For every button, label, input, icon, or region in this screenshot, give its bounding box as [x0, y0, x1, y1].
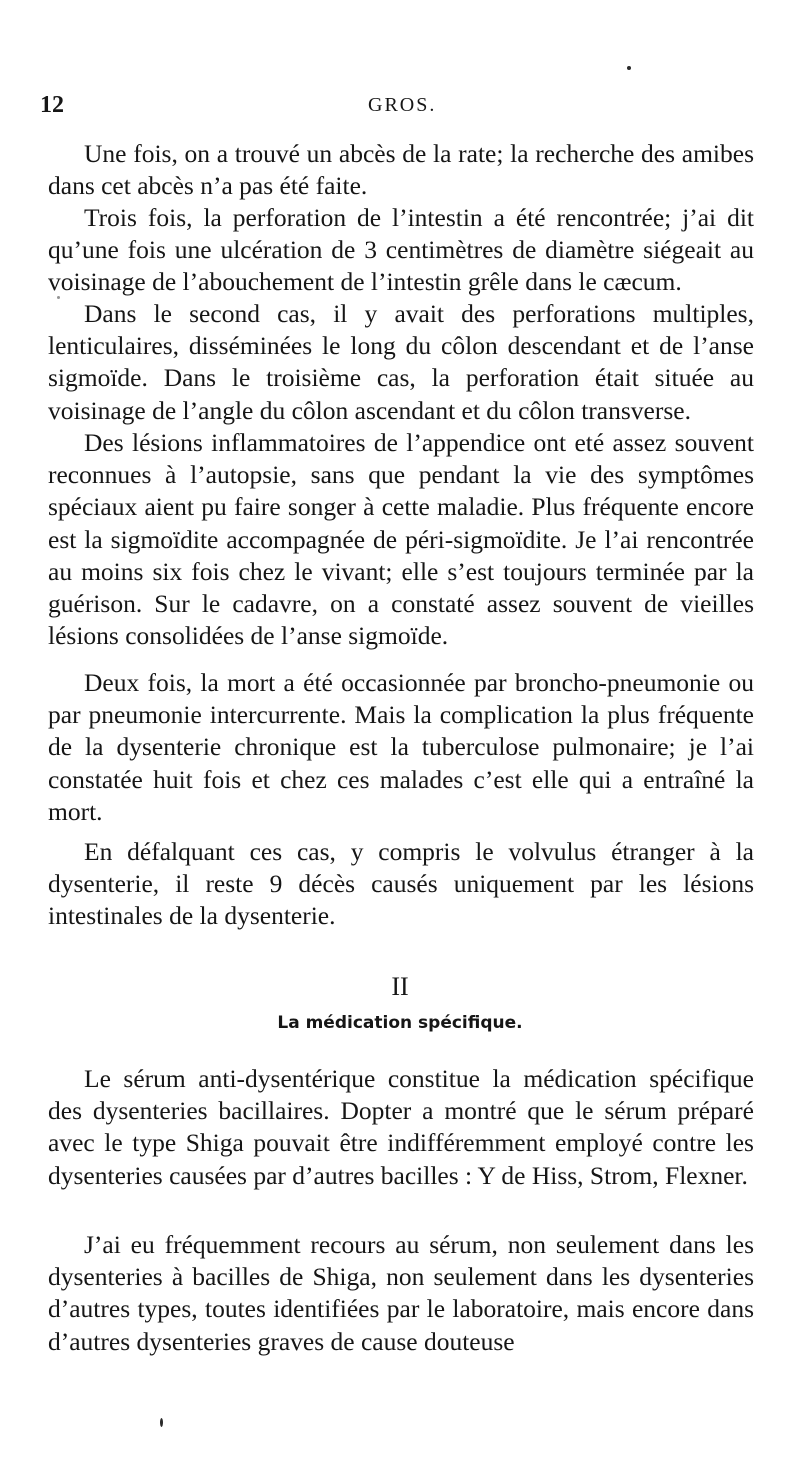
paragraph: Des lésions inflammatoires de l’appendice ont eté assez souvent reconnues à l’autopsie, sans que pendant la vie des symptômes spéciaux aient pu faire songer à cette maladie. Plus fréquente encore est la sigmoïdite accompagnée de péri-sigmoïdite. Je l’ai rencontrée au moins six fois chez le vivant; elle s’est toujours terminée par la guérison. Sur le cadavre, on a constaté assez souvent de vieilles lésions consolidées de l’anse sigmoïde.	[48, 428, 754, 651]
page-number: 12	[40, 92, 64, 118]
section-title: La médication spécifique.	[277, 1013, 523, 1033]
page-header	[40, 92, 760, 122]
section-numeral: II	[391, 972, 409, 1001]
paragraph: Dans le second cas, il y avait des perforations multiples, lenticulaires, disséminées le long du côlon descendant et de l’anse sigmoïde. Dans le troisième cas, la perforation était située au voisinage de l’angle du côlon ascendant et du côlon transverse.	[48, 299, 754, 425]
paragraph: En défalquant ces cas, y compris le volvulus étranger à la dysenterie, il reste 9 décès causés uniquement par les lésions intestinales de la dysenterie.	[48, 837, 754, 931]
paragraph: Une fois, on a trouvé un abcès de la rate; la recherche des amibes dans cet abcès n’a pas été faite.	[48, 139, 754, 201]
section-paragraph: J’ai eu fréquemment recours au sérum, non seulement dans les dysenteries à bacilles de Shiga, non seulement dans les dysenteries d’autres types, toutes identifiées par le laboratoire, mais encore dans d’autres dysenteries graves de cause douteuse	[48, 1230, 754, 1356]
paragraph: Deux fois, la mort a été occasionnée par broncho-pneumonie ou par pneumonie intercurrente. Mais la complication la plus fréquente de la dysenterie chronique est la tuberculose pulmonaire; je l’ai constatée huit fois et chez ces malades c’est elle qui a entraîné la mort.	[48, 668, 754, 826]
print-speck	[627, 66, 631, 70]
print-speck	[160, 1418, 163, 1427]
paragraph: Trois fois, la perforation de l’intestin a été rencontrée; j’ai dit qu’une fois une ulcération de 3 centimètres de diamètre siégeait au voisinage de l’abouchement de l’intestin grêle dans le cæcum.	[48, 203, 754, 297]
running-head: GROS.	[368, 94, 437, 116]
section-paragraph: Le sérum anti-dysentérique constitue la médication spécifique des dysenteries bacillaires. Dopter a montré que le sérum préparé avec le type Shiga pouvait être indifféremment employé contre les dysenteries causées par d’autres bacilles : Y de Hiss, Strom, Flexner.	[48, 1064, 754, 1190]
